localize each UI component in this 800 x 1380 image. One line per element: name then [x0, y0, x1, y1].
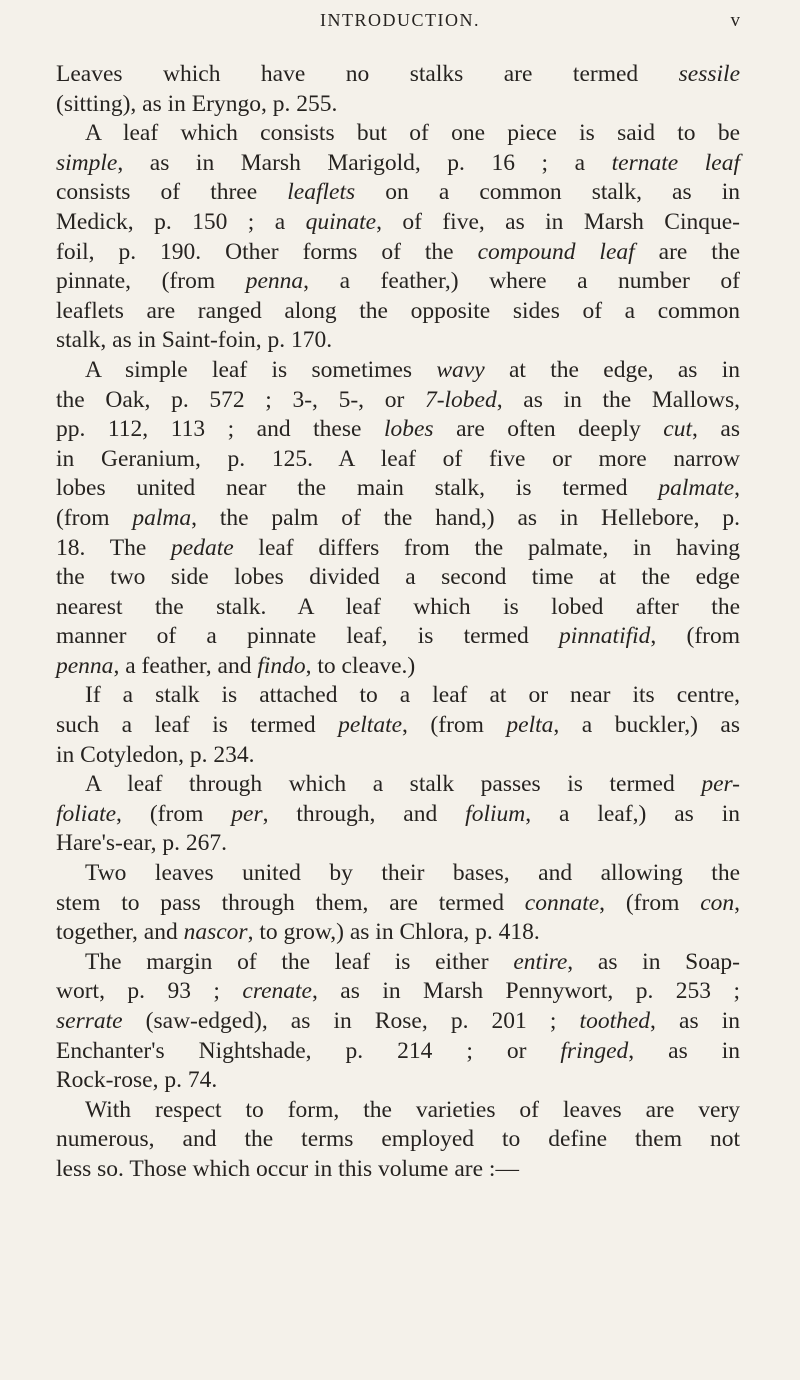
text-line: manner of a pinnate leaf, is termed pinnatifid, (from — [56, 623, 740, 650]
running-head — [60, 10, 740, 40]
text-line: Two leaves united by their bases, and allowing the — [85, 860, 740, 887]
text-line: stalk, as in Saint-foin, p. 170. — [56, 327, 333, 354]
running-title: INTRODUCTION. — [320, 10, 480, 30]
text-line: lobes united near the main stalk, is termed palmate, — [56, 475, 740, 502]
text-line: pinnate, (from penna, a feather,) where a number of — [56, 268, 740, 295]
text-line: The margin of the leaf is either entire, as in Soap- — [85, 948, 740, 975]
text-line: With respect to form, the varieties of leaves are very — [85, 1096, 740, 1123]
text-line: together, and nascor, to grow,) as in Chlora, p. 418. — [56, 919, 540, 946]
text-line: (from palma, the palm of the hand,) as in Hellebore, p. — [56, 504, 740, 531]
text-line: A simple leaf is sometimes wavy at the edge, as in — [85, 356, 740, 383]
text-line: Medick, p. 150 ; a quinate, of five, as in Marsh Cinque- — [56, 208, 740, 235]
text-line: less so. Those which occur in this volume are :— — [56, 1155, 519, 1182]
text-line: Hare's-ear, p. 267. — [56, 830, 227, 857]
text-line: in Geranium, p. 125. A leaf of five or more narrow — [56, 445, 740, 472]
text-line: the two side lobes divided a second time at the edge — [56, 564, 740, 591]
text-line: 18. The pedate leaf differs from the palmate, in having — [56, 534, 740, 561]
text-line: numerous, and the terms employed to define them not — [56, 1126, 740, 1153]
text-line: wort, p. 93 ; crenate, as in Marsh Pennywort, p. 253 ; — [56, 978, 740, 1005]
text-line: A leaf through which a stalk passes is termed per- — [85, 771, 740, 798]
text-line: foil, p. 190. Other forms of the compound leaf are the — [56, 238, 740, 265]
text-line: simple, as in Marsh Marigold, p. 16 ; a ternate leaf — [56, 149, 740, 176]
text-line: serrate (saw-edged), as in Rose, p. 201 ; toothed, as in — [56, 1008, 740, 1034]
text-line: the Oak, p. 572 ; 3-, 5-, or 7-lobed, as in the Mallows, — [56, 386, 740, 413]
text-line: Rock-rose, p. 74. — [56, 1067, 218, 1094]
text-line: If a stalk is attached to a leaf at or near its centre, — [85, 682, 740, 709]
page-number: v — [730, 10, 740, 31]
text-line: such a leaf is termed peltate, (from pelta, a buckler,) as — [56, 712, 741, 739]
text-line: A leaf which consists but of one piece is said to be — [85, 120, 740, 147]
text-line: leaflets are ranged along the opposite sides of a common — [56, 297, 740, 324]
text-line: stem to pass through them, are termed connate, (from con, — [56, 889, 740, 916]
text-line: pp. 112, 113 ; and these lobes are often deeply cut, as — [56, 416, 740, 443]
text-line: nearest the stalk. A leaf which is lobed after the — [56, 593, 740, 620]
text-line: penna, a feather, and findo, to cleave.) — [56, 652, 416, 679]
text-line: (sitting), as in Eryngo, p. 255. — [56, 90, 338, 117]
text-line: in Cotyledon, p. 234. — [56, 741, 255, 768]
text-line: Leaves which have no stalks are termed sessile — [56, 61, 740, 87]
text-line: foliate, (from per, through, and folium, a leaf,) as in — [56, 800, 740, 827]
text-line: consists of three leaflets on a common stalk, as in — [56, 179, 740, 206]
text-line: Enchanter's Nightshade, p. 214 ; or fringed, as in — [56, 1037, 740, 1064]
body-text — [56, 60, 740, 1185]
